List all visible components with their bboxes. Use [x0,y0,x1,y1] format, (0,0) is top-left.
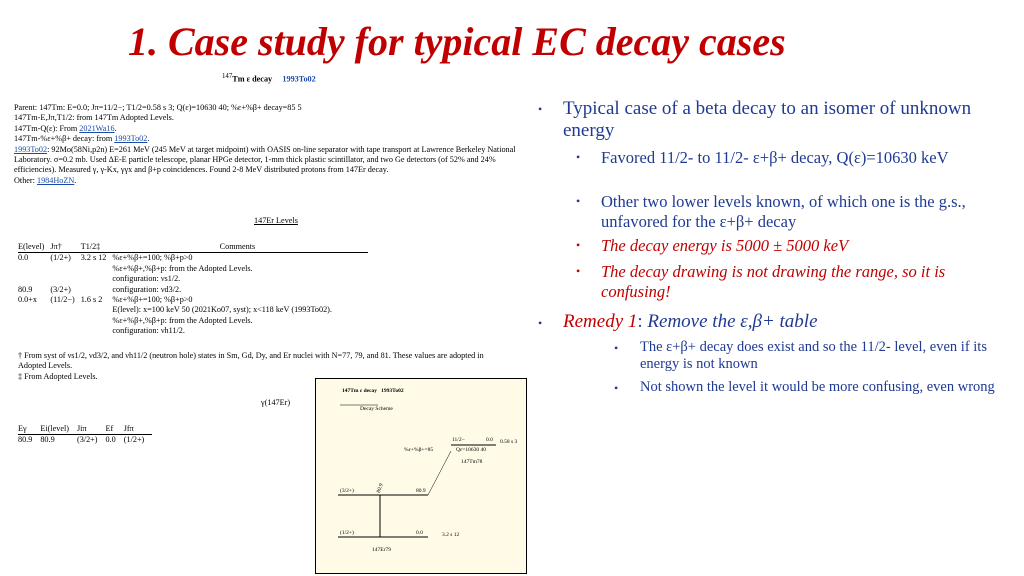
bullet-1-4: The decay drawing is not drawing the range, so it is confusing! [601,262,946,301]
level-0-spin: (1/2+) [340,530,354,536]
bullet-1: Typical case of a beta decay to an isomer of unknown energy [563,98,972,141]
bullet-2: Remedy 1: Remove the ε,β+ table [563,311,818,332]
col-ji: Jiπ [77,424,106,435]
table-row: %ε+%β+,%β+p: from the Adopted Levels. [112,263,253,273]
level-80-spin: (3/2+) [340,488,354,494]
table-row: configuration: νs1/2. [112,274,181,284]
bullet-dot: • [614,381,619,395]
bullet-dot: • [614,341,619,355]
bullet-dot: • [538,316,543,330]
parent-line: Parent: 147Tm: E=0.0; Jπ=11/2−; T1/2=0.58 s 3; Q(ε)=10630 40; %ε+%β+ decay=85 5 [14,103,302,112]
table-row: E(level): x=100 keV 50 (2021Ko07, syst); x<118 keV (1993To02). [112,305,332,315]
level-0-energy: 0.0 [416,530,423,536]
gamma-title: γ(147Er) [261,398,291,407]
gamma-label: 80.9 [375,482,385,494]
table-row: configuration: νh11/2. [112,326,185,336]
col-egamma: Eγ [18,424,40,435]
parent-line-5: 1993To02: 92Mo(58Ni,p2n) E=261 MeV (245 MeV at target midpoint) with OASIS on-line separator with tape transport at Lawrence Berkeley National Laboratory. σ=0.2 mb. Used ΔE-E particle telescope, planar HPGe detector, 1-mm thick plastic scintillator, and two Ge detectors (of 52% and 24% efficiencies). Measured γ, γ-Kx, γγx and β+p coincidences. Found 2-8 MeV distributed protons from 147Er decay. [14,144,516,175]
parent-nuclide: 147Tm78 [461,459,483,465]
bullet-dot: • [538,102,543,116]
ref-link[interactable]: 1993To02 [114,134,148,144]
branch-label: %ε+%β+=85 [404,447,434,453]
col-jpi: Jπ† [50,242,80,253]
parent-half-life: 0.58 s 3 [500,439,518,445]
parent-line-4: 147Tm-%ε+%β+ decay: from 1993To02. [14,134,150,144]
gamma-table [18,424,152,446]
table-row: %ε+%β+,%β+p: from the Adopted Levels. [112,315,253,325]
level-0-half-life: 3.2 s 12 [442,532,460,538]
levels-title: 147Er Levels [254,216,298,225]
document-header [222,72,316,85]
parent-line-3: 147Tm-Q(ε): From 2021Wa16. [14,123,117,133]
footnote-ddagger: ‡ From Adopted Levels. [18,371,98,381]
table-row: 0.0 (1/2+) 3.2 s 12 %ε+%β+=100; %β+p>0 [18,253,193,263]
bullet-dot: • [576,264,581,278]
slide-title: 1. Case study for typical EC decay cases [128,19,786,64]
ref-link[interactable]: 1984HoZN [36,175,75,185]
col-jf: Jfπ [124,424,153,435]
levels-table [18,242,368,337]
bullet-dot: • [576,238,581,252]
col-ef: Ef [106,424,124,435]
decay-scheme-lines [316,379,526,573]
remedy-label: Remedy 1 [563,311,638,332]
parent-spin: 11/2− [452,437,465,443]
level-80-energy: 80.9 [416,488,426,494]
scheme-label: Decay Scheme [360,406,393,412]
parent-energy: 0.0 [486,437,493,443]
table-row: 80.9 (3/2+) configuration: νd3/2. [18,284,182,294]
parent-block [14,103,519,186]
bullet-1-2: Other two lower levels known, of which one is the g.s., unfavored for the ε+β+ decay [601,192,966,231]
bullet-2-2: Not shown the level it would be more confusing, even wrong [640,379,995,395]
table-row: 80.9 80.9 (3/2+) 0.0 (1/2+) [18,435,145,445]
daughter-nuclide: 147Er79 [372,547,391,553]
q-value: Qε=10630 40 [456,447,487,453]
header-nuclide: Tm [232,74,245,84]
footnote-dagger: † From syst of νs1/2, νd3/2, and νh11/2 (neutron hole) states in Sm, Gd, Dy, and Er nuclei with N=77, 79, and 81. These values are adopted in Adopted Levels. [18,351,484,371]
decay-scheme-figure [315,378,527,574]
bullet-1-3: The decay energy is 5000 ± 5000 keV [601,236,849,255]
col-comments: Comments [112,242,368,253]
ref-link[interactable]: 2021Wa16 [79,123,115,133]
parent-line-2: 147Tm-E,Jπ,T1/2: from 147Tm Adopted Levels. [14,113,174,123]
col-thalf: T1/2‡ [81,242,113,253]
ref-link[interactable]: 1993To02 [14,144,48,154]
bullet-1-1: Favored 11/2- to 11/2- ε+β+ decay, Q(ε)=10630 keV [601,148,949,167]
header-decay: ε decay [246,74,273,84]
table-row: 0.0+x (11/2−) 1.6 s 2 %ε+%β+=100; %β+p>0 [18,295,193,305]
col-ei: Ei(level) [40,424,77,435]
bullet-2-1: The ε+β+ decay does exist and so the 11/2- level, even if its energy is not known [640,339,987,372]
feeding-line [428,451,451,495]
header-ref[interactable]: 1993To02 [282,74,316,84]
header-mass: 147 [222,73,233,80]
remedy-text: Remove the ε,β+ table [647,311,818,332]
parent-line-6: Other: 1984HoZN. [14,175,77,185]
scheme-header: 147Tm ε decay 1993To02 [342,388,404,394]
bullet-dot: • [576,150,581,164]
col-elevel: E(level) [18,242,50,253]
bullet-dot: • [576,194,581,208]
